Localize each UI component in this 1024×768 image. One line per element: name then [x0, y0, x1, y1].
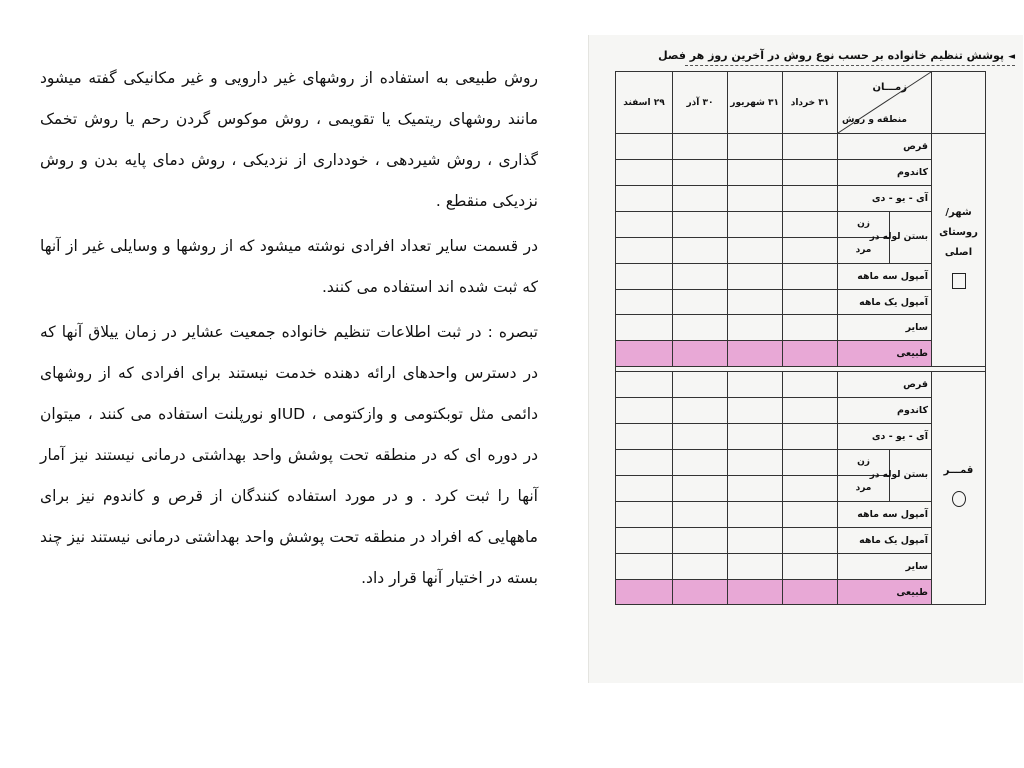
table-cell: [616, 527, 673, 553]
header-time-label: زمـــان: [872, 82, 907, 93]
table-row: [616, 553, 986, 579]
column-header-khordad: ۳۱ خرداد: [783, 72, 838, 134]
table-row: [616, 159, 986, 185]
header-row: [616, 72, 986, 134]
table-cell: [616, 263, 673, 289]
table-cell: [616, 341, 673, 367]
title-divider: [685, 65, 1015, 66]
table-row: [616, 134, 986, 160]
body-text: [40, 58, 538, 603]
column-header-esfand: ۲۹ اسفند: [616, 72, 673, 134]
row-label-other: سایر: [838, 553, 932, 579]
table-row: [616, 527, 986, 553]
table-cell: [728, 424, 783, 450]
table-cell: [673, 424, 728, 450]
table-cell: [673, 398, 728, 424]
table-cell: [728, 449, 783, 475]
table-cell: [673, 237, 728, 263]
row-label-male: مرد: [838, 237, 890, 263]
circle-mark-icon: [952, 491, 966, 507]
table-cell: [783, 553, 838, 579]
row-label-tubal: بستن لوله در: [890, 211, 932, 263]
table-row-highlighted: [616, 579, 986, 605]
table-cell: [728, 553, 783, 579]
table-row: [616, 263, 986, 289]
table-cell: [616, 372, 673, 398]
table-cell: [783, 501, 838, 527]
row-label-tubal: بستن لوله در: [890, 449, 932, 501]
row-label-iud: آی - یو - دی: [838, 185, 932, 211]
column-header-azar: ۳۰ آذر: [673, 72, 728, 134]
table-cell: [783, 341, 838, 367]
table-cell: [673, 159, 728, 185]
table-cell: [783, 289, 838, 315]
table-cell: [728, 237, 783, 263]
table-cell: [728, 341, 783, 367]
table-cell: [673, 449, 728, 475]
table-cell: [616, 553, 673, 579]
table-cell: [783, 372, 838, 398]
table-cell: [673, 579, 728, 605]
area-header-cell: [932, 72, 986, 134]
table-cell: [783, 237, 838, 263]
table-cell: [616, 134, 673, 160]
area-cell-city: [932, 134, 986, 367]
table-cell: [783, 527, 838, 553]
table-cell: [616, 501, 673, 527]
table-cell: [728, 501, 783, 527]
row-label-amp1: آمپول یک ماهه: [838, 289, 932, 315]
paragraph-note: تبصره : در ثبت اطلاعات تنظیم خانواده جمعیت عشایر در زمان ییلاق آنها که در دسترس واحدهای ارائه دهنده خدمت نیستند برای افرادی که از روشهای دائمی مثل توبکتومی و وازکتومی ، IUDو نورپلنت استفاده می کنند ، میتوان در دوره ای که در منطقه تحت پوشش واحد بهداشتی درمانی نیستند نیز آمار آنها را ثبت کرد . و در مورد استفاده کنندگان از قرص و کاندوم نیز برای ماههایی که افراد در منطقه تحت پوشش واحد بهداشتی درمانی نیستند نیز چند بسته در اختیار آنها قرار داد.: [40, 323, 538, 587]
table-cell: [673, 372, 728, 398]
table-cell: [728, 263, 783, 289]
table-cell: [783, 475, 838, 501]
table-cell: [616, 424, 673, 450]
scanned-form: [588, 35, 1023, 683]
table-cell: [673, 475, 728, 501]
table-cell: [616, 237, 673, 263]
column-header-shahrivar: ۳۱ شهریور: [728, 72, 783, 134]
row-label-female: زن: [838, 449, 890, 475]
table-cell: [728, 579, 783, 605]
table-cell: [616, 185, 673, 211]
table-cell: [728, 527, 783, 553]
area-label-city: شهر/ روستای اصلی: [939, 207, 978, 259]
table-row: [616, 185, 986, 211]
table-cell: [783, 211, 838, 237]
row-label-amp3: آمپول سه ماهه: [838, 501, 932, 527]
table-cell: [728, 372, 783, 398]
table-cell: [673, 134, 728, 160]
row-label-iud: آی - یو - دی: [838, 424, 932, 450]
table-cell: [728, 211, 783, 237]
arrow-marker-icon: ◄: [1008, 52, 1015, 62]
table-cell: [728, 289, 783, 315]
table-cell: [673, 315, 728, 341]
table-cell: [783, 315, 838, 341]
table-cell: [616, 449, 673, 475]
row-label-natural: طبیعی: [838, 341, 932, 367]
table-cell: [728, 159, 783, 185]
table-cell: [783, 398, 838, 424]
table-cell: [673, 263, 728, 289]
row-label-condom: کاندوم: [838, 159, 932, 185]
area-cell-satellite: [932, 372, 986, 605]
checkbox-square-icon: [952, 273, 966, 289]
table-cell: [783, 449, 838, 475]
table-row: [616, 398, 986, 424]
table-cell: [673, 527, 728, 553]
table-cell: [673, 501, 728, 527]
table-cell: [616, 289, 673, 315]
table-row: [616, 372, 986, 398]
table-cell: [673, 341, 728, 367]
table-cell: [673, 185, 728, 211]
row-label-other: سایر: [838, 315, 932, 341]
table-cell: [783, 134, 838, 160]
table-row: [616, 315, 986, 341]
row-label-pill: قرص: [838, 134, 932, 160]
row-label-natural: طبیعی: [838, 579, 932, 605]
table-cell: [728, 134, 783, 160]
table-cell: [783, 579, 838, 605]
row-label-amp1: آمپول یک ماهه: [838, 527, 932, 553]
table-cell: [616, 579, 673, 605]
table-row: [616, 501, 986, 527]
table-cell: [616, 159, 673, 185]
table-row: [616, 449, 986, 475]
table-row-highlighted: [616, 341, 986, 367]
row-label-female: زن: [838, 211, 890, 237]
paragraph-other-methods: در قسمت سایر تعداد افرادی نوشته میشود که از روشها و وسایلی غیر از آنها که ثبت شده اند استفاده می کنند.: [40, 237, 538, 296]
table-row: [616, 211, 986, 237]
table-cell: [728, 475, 783, 501]
header-region-label: منطقه و روش: [842, 115, 908, 125]
table-cell: [783, 159, 838, 185]
table-cell: [783, 424, 838, 450]
table-cell: [783, 185, 838, 211]
table-cell: [673, 553, 728, 579]
method-table: [615, 71, 986, 605]
row-label-pill: قرص: [838, 372, 932, 398]
table-cell: [728, 315, 783, 341]
table-cell: [616, 315, 673, 341]
table-cell: [783, 263, 838, 289]
table-cell: [673, 289, 728, 315]
paragraph-natural-method: روش طبیعی به استفاده از روشهای غیر دارویی و غیر مکانیکی گفته میشود مانند روشهای ریتمیک یا تقویمی ، روش موکوس گردن رحم یا روش تخمک گذاری ، روش شیردهی ، خودداری از نزدیکی ، روش دمای پایه بدن و روش نزدیکی منقطع .: [40, 69, 538, 210]
diagonal-header-cell: [838, 72, 932, 134]
row-label-amp3: آمپول سه ماهه: [838, 263, 932, 289]
table-cell: [616, 211, 673, 237]
table-row: [616, 289, 986, 315]
table-cell: [728, 398, 783, 424]
row-label-male: مرد: [838, 475, 890, 501]
form-title-text: پوشش تنظیم خانواده بر حسب نوع روش در آخرین روز هر فصل: [658, 49, 1005, 62]
table-cell: [616, 475, 673, 501]
row-label-condom: کاندوم: [838, 398, 932, 424]
table-cell: [728, 185, 783, 211]
table-row: [616, 424, 986, 450]
form-title: [615, 49, 1015, 62]
table-cell: [673, 211, 728, 237]
table-cell: [616, 398, 673, 424]
area-label-satellite: قمـــر: [943, 465, 974, 477]
